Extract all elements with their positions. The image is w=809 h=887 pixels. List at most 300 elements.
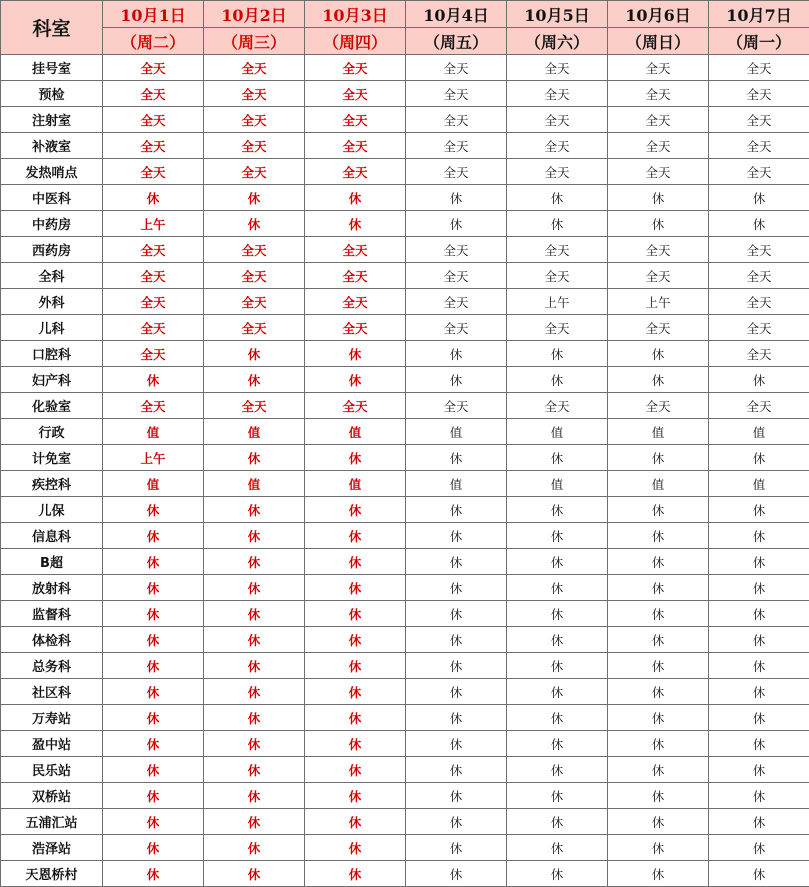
schedule-cell: 休 — [204, 341, 305, 367]
schedule-cell: 休 — [507, 185, 608, 211]
schedule-cell: 休 — [103, 835, 204, 861]
dept-name-cell: 儿保 — [1, 497, 103, 523]
schedule-cell: 休 — [608, 575, 709, 601]
schedule-cell: 休 — [204, 185, 305, 211]
schedule-cell: 休 — [103, 783, 204, 809]
schedule-cell: 休 — [103, 653, 204, 679]
schedule-cell: 休 — [204, 705, 305, 731]
schedule-cell: 值 — [608, 471, 709, 497]
table-row — [1, 315, 809, 341]
schedule-cell: 值 — [305, 471, 406, 497]
day-date-header: 10月1日 — [103, 1, 204, 28]
schedule-cell: 休 — [507, 575, 608, 601]
table-row — [1, 809, 809, 835]
schedule-cell: 休 — [204, 757, 305, 783]
schedule-cell: 休 — [204, 445, 305, 471]
schedule-cell: 休 — [406, 497, 507, 523]
dept-column-header: 科室 — [1, 1, 103, 55]
schedule-cell: 休 — [406, 757, 507, 783]
schedule-cell: 休 — [608, 861, 709, 887]
dept-name-cell: 注射室 — [1, 107, 103, 133]
dept-name-cell: 妇产科 — [1, 367, 103, 393]
dept-name-cell: B超 — [1, 549, 103, 575]
schedule-cell: 休 — [406, 731, 507, 757]
dept-name-cell: 行政 — [1, 419, 103, 445]
schedule-cell: 全天 — [204, 159, 305, 185]
schedule-cell: 休 — [406, 367, 507, 393]
schedule-cell: 休 — [709, 211, 809, 237]
schedule-cell: 全天 — [204, 107, 305, 133]
schedule-cell: 休 — [305, 341, 406, 367]
schedule-cell: 休 — [507, 523, 608, 549]
schedule-cell: 全天 — [305, 55, 406, 81]
schedule-cell: 休 — [305, 653, 406, 679]
schedule-cell: 全天 — [103, 289, 204, 315]
day-date-header: 10月4日 — [406, 1, 507, 28]
dept-name-cell: 西药房 — [1, 237, 103, 263]
day-date-header: 10月7日 — [709, 1, 809, 28]
table-row — [1, 497, 809, 523]
schedule-cell: 休 — [103, 185, 204, 211]
schedule-cell: 休 — [507, 445, 608, 471]
schedule-cell: 全天 — [608, 133, 709, 159]
table-row — [1, 783, 809, 809]
schedule-cell: 全天 — [608, 237, 709, 263]
schedule-cell: 休 — [507, 367, 608, 393]
schedule-cell: 全天 — [305, 107, 406, 133]
schedule-cell: 全天 — [103, 341, 204, 367]
schedule-cell: 全天 — [709, 55, 809, 81]
schedule-cell: 值 — [507, 419, 608, 445]
schedule-cell: 休 — [103, 367, 204, 393]
dept-name-cell: 中药房 — [1, 211, 103, 237]
schedule-cell: 值 — [103, 419, 204, 445]
dept-name-cell: 双桥站 — [1, 783, 103, 809]
table-row — [1, 237, 809, 263]
day-date-header: 10月3日 — [305, 1, 406, 28]
schedule-cell: 休 — [204, 367, 305, 393]
table-row — [1, 159, 809, 185]
schedule-cell: 全天 — [103, 107, 204, 133]
schedule-cell: 休 — [507, 861, 608, 887]
schedule-cell: 全天 — [204, 237, 305, 263]
day-weekday-header: （周二） — [103, 28, 204, 55]
schedule-cell: 全天 — [204, 263, 305, 289]
dept-name-cell: 口腔科 — [1, 341, 103, 367]
table-row — [1, 393, 809, 419]
schedule-cell: 全天 — [406, 289, 507, 315]
table-row — [1, 341, 809, 367]
schedule-cell: 休 — [406, 523, 507, 549]
schedule-cell: 全天 — [608, 315, 709, 341]
day-weekday-header: （周三） — [204, 28, 305, 55]
schedule-cell: 休 — [406, 445, 507, 471]
schedule-cell: 全天 — [406, 237, 507, 263]
schedule-cell: 全天 — [406, 159, 507, 185]
day-date-header: 10月5日 — [507, 1, 608, 28]
dept-name-cell: 社区科 — [1, 679, 103, 705]
dept-name-cell: 中医科 — [1, 185, 103, 211]
schedule-cell: 全天 — [507, 81, 608, 107]
table-row — [1, 731, 809, 757]
schedule-cell: 全天 — [103, 81, 204, 107]
schedule-cell: 休 — [305, 211, 406, 237]
table-row — [1, 627, 809, 653]
schedule-cell: 全天 — [305, 315, 406, 341]
schedule-cell: 休 — [507, 705, 608, 731]
schedule-header — [1, 1, 809, 55]
schedule-cell: 全天 — [608, 159, 709, 185]
day-date-header: 10月6日 — [608, 1, 709, 28]
schedule-cell: 全天 — [709, 263, 809, 289]
schedule-cell: 休 — [507, 341, 608, 367]
schedule-cell: 全天 — [709, 341, 809, 367]
schedule-cell: 休 — [406, 783, 507, 809]
schedule-cell: 全天 — [709, 237, 809, 263]
schedule-cell: 休 — [608, 627, 709, 653]
schedule-cell: 休 — [305, 185, 406, 211]
schedule-cell: 休 — [608, 341, 709, 367]
schedule-cell: 全天 — [709, 289, 809, 315]
schedule-cell: 休 — [204, 783, 305, 809]
table-row — [1, 211, 809, 237]
schedule-cell: 休 — [103, 809, 204, 835]
dept-name-cell: 放射科 — [1, 575, 103, 601]
day-weekday-header: （周五） — [406, 28, 507, 55]
schedule-cell: 值 — [406, 471, 507, 497]
schedule-cell: 休 — [103, 861, 204, 887]
schedule-cell: 全天 — [204, 393, 305, 419]
schedule-cell: 休 — [103, 731, 204, 757]
schedule-cell: 休 — [103, 601, 204, 627]
table-row — [1, 289, 809, 315]
schedule-cell: 休 — [709, 809, 809, 835]
dept-name-cell: 计免室 — [1, 445, 103, 471]
schedule-cell: 全天 — [305, 159, 406, 185]
schedule-cell: 休 — [204, 861, 305, 887]
schedule-cell: 全天 — [305, 237, 406, 263]
schedule-cell: 全天 — [103, 393, 204, 419]
dept-name-cell: 天恩桥村 — [1, 861, 103, 887]
schedule-cell: 值 — [608, 419, 709, 445]
schedule-cell: 休 — [709, 679, 809, 705]
schedule-cell: 值 — [103, 471, 204, 497]
schedule-cell: 休 — [709, 653, 809, 679]
schedule-cell: 休 — [204, 575, 305, 601]
table-row — [1, 575, 809, 601]
schedule-cell: 全天 — [406, 55, 507, 81]
schedule-cell: 休 — [305, 757, 406, 783]
schedule-cell: 值 — [507, 471, 608, 497]
schedule-cell: 休 — [204, 627, 305, 653]
schedule-cell: 休 — [608, 783, 709, 809]
schedule-cell: 休 — [204, 679, 305, 705]
schedule-cell: 值 — [709, 419, 809, 445]
schedule-cell: 全天 — [103, 159, 204, 185]
day-date-header: 10月2日 — [204, 1, 305, 28]
schedule-cell: 休 — [608, 757, 709, 783]
dept-name-cell: 预检 — [1, 81, 103, 107]
dept-name-cell: 总务科 — [1, 653, 103, 679]
schedule-cell: 全天 — [204, 81, 305, 107]
schedule-cell: 休 — [608, 445, 709, 471]
schedule-cell: 休 — [507, 653, 608, 679]
schedule-cell: 休 — [507, 783, 608, 809]
schedule-cell: 休 — [406, 549, 507, 575]
schedule-cell: 全天 — [709, 81, 809, 107]
schedule-cell: 全天 — [709, 393, 809, 419]
schedule-cell: 全天 — [507, 315, 608, 341]
dept-name-cell: 外科 — [1, 289, 103, 315]
dept-name-cell: 万寿站 — [1, 705, 103, 731]
dept-name-cell: 盈中站 — [1, 731, 103, 757]
schedule-cell: 休 — [103, 497, 204, 523]
schedule-cell: 全天 — [608, 393, 709, 419]
schedule-cell: 休 — [406, 341, 507, 367]
dept-name-cell: 全科 — [1, 263, 103, 289]
schedule-cell: 休 — [204, 497, 305, 523]
schedule-cell: 全天 — [608, 55, 709, 81]
schedule-cell: 全天 — [305, 393, 406, 419]
schedule-cell: 上午 — [507, 289, 608, 315]
schedule-cell: 休 — [204, 835, 305, 861]
schedule-cell: 全天 — [507, 263, 608, 289]
schedule-cell: 休 — [608, 835, 709, 861]
schedule-cell: 休 — [507, 757, 608, 783]
schedule-cell: 值 — [305, 419, 406, 445]
schedule-cell: 休 — [406, 835, 507, 861]
schedule-cell: 休 — [507, 679, 608, 705]
schedule-cell: 休 — [608, 653, 709, 679]
schedule-cell: 休 — [709, 705, 809, 731]
schedule-cell: 休 — [507, 549, 608, 575]
schedule-cell: 休 — [406, 211, 507, 237]
table-row — [1, 523, 809, 549]
schedule-cell: 休 — [709, 185, 809, 211]
schedule-cell: 休 — [709, 575, 809, 601]
schedule-cell: 休 — [608, 809, 709, 835]
schedule-cell: 休 — [406, 627, 507, 653]
schedule-cell: 休 — [709, 549, 809, 575]
table-row — [1, 263, 809, 289]
schedule-cell: 休 — [406, 705, 507, 731]
schedule-cell: 全天 — [507, 133, 608, 159]
schedule-cell: 休 — [406, 575, 507, 601]
schedule-cell: 休 — [305, 861, 406, 887]
schedule-cell: 休 — [608, 601, 709, 627]
schedule-cell: 休 — [608, 185, 709, 211]
schedule-cell: 休 — [305, 367, 406, 393]
schedule-cell: 休 — [305, 705, 406, 731]
schedule-cell: 休 — [204, 601, 305, 627]
schedule-cell: 休 — [709, 757, 809, 783]
schedule-cell: 休 — [507, 497, 608, 523]
schedule-cell: 休 — [103, 679, 204, 705]
dept-name-cell: 民乐站 — [1, 757, 103, 783]
schedule-cell: 休 — [406, 679, 507, 705]
schedule-cell: 休 — [305, 627, 406, 653]
schedule-cell: 休 — [103, 549, 204, 575]
dept-name-cell: 体检科 — [1, 627, 103, 653]
schedule-cell: 全天 — [204, 315, 305, 341]
schedule-cell: 全天 — [103, 55, 204, 81]
table-row — [1, 757, 809, 783]
schedule-cell: 休 — [305, 575, 406, 601]
table-row — [1, 107, 809, 133]
header-date-row — [1, 1, 809, 28]
day-weekday-header: （周六） — [507, 28, 608, 55]
schedule-cell: 休 — [507, 211, 608, 237]
schedule-cell: 休 — [709, 601, 809, 627]
table-row — [1, 133, 809, 159]
header-weekday-row — [1, 28, 809, 55]
table-row — [1, 835, 809, 861]
schedule-cell: 休 — [709, 497, 809, 523]
dept-name-cell: 挂号室 — [1, 55, 103, 81]
schedule-cell: 全天 — [103, 263, 204, 289]
table-row — [1, 705, 809, 731]
day-weekday-header: （周四） — [305, 28, 406, 55]
schedule-cell: 值 — [204, 471, 305, 497]
schedule-cell: 休 — [305, 783, 406, 809]
dept-name-cell: 浩泽站 — [1, 835, 103, 861]
schedule-cell: 休 — [507, 731, 608, 757]
table-row — [1, 185, 809, 211]
schedule-cell: 休 — [305, 497, 406, 523]
schedule-cell: 休 — [709, 367, 809, 393]
schedule-cell: 休 — [204, 731, 305, 757]
schedule-cell: 全天 — [103, 315, 204, 341]
schedule-cell: 全天 — [608, 263, 709, 289]
schedule-cell: 休 — [507, 809, 608, 835]
schedule-cell: 休 — [608, 549, 709, 575]
day-weekday-header: （周一） — [709, 28, 809, 55]
table-row — [1, 419, 809, 445]
schedule-cell: 休 — [305, 549, 406, 575]
schedule-cell: 全天 — [406, 133, 507, 159]
schedule-cell: 全天 — [507, 107, 608, 133]
schedule-cell: 休 — [709, 783, 809, 809]
table-row — [1, 679, 809, 705]
schedule-cell: 休 — [507, 627, 608, 653]
schedule-cell: 休 — [608, 367, 709, 393]
schedule-cell: 全天 — [709, 107, 809, 133]
schedule-cell: 休 — [305, 809, 406, 835]
schedule-cell: 全天 — [709, 315, 809, 341]
schedule-cell: 休 — [305, 601, 406, 627]
dept-name-cell: 五浦汇站 — [1, 809, 103, 835]
schedule-cell: 全天 — [204, 133, 305, 159]
schedule-cell: 全天 — [507, 159, 608, 185]
dept-name-cell: 信息科 — [1, 523, 103, 549]
dept-name-cell: 发热哨点 — [1, 159, 103, 185]
schedule-cell: 全天 — [103, 237, 204, 263]
schedule-cell: 全天 — [305, 81, 406, 107]
table-row — [1, 55, 809, 81]
schedule-cell: 休 — [406, 653, 507, 679]
schedule-cell: 全天 — [204, 55, 305, 81]
schedule-cell: 休 — [709, 835, 809, 861]
schedule-cell: 休 — [608, 679, 709, 705]
schedule-cell: 全天 — [608, 107, 709, 133]
schedule-cell: 休 — [406, 861, 507, 887]
schedule-cell: 全天 — [709, 133, 809, 159]
schedule-cell: 全天 — [103, 133, 204, 159]
schedule-cell: 全天 — [507, 55, 608, 81]
schedule-cell: 休 — [305, 523, 406, 549]
schedule-cell: 全天 — [709, 159, 809, 185]
schedule-cell: 全天 — [608, 81, 709, 107]
schedule-cell: 休 — [305, 835, 406, 861]
schedule-cell: 上午 — [608, 289, 709, 315]
schedule-body — [1, 55, 809, 887]
schedule-cell: 休 — [103, 757, 204, 783]
schedule-cell: 休 — [608, 705, 709, 731]
schedule-cell: 全天 — [406, 107, 507, 133]
schedule-cell: 休 — [608, 523, 709, 549]
dept-name-cell: 监督科 — [1, 601, 103, 627]
schedule-cell: 休 — [204, 549, 305, 575]
schedule-cell: 休 — [709, 861, 809, 887]
schedule-cell: 全天 — [507, 393, 608, 419]
schedule-cell: 休 — [507, 601, 608, 627]
schedule-cell: 全天 — [305, 289, 406, 315]
table-row — [1, 601, 809, 627]
dept-name-cell: 疾控科 — [1, 471, 103, 497]
schedule-cell: 全天 — [204, 289, 305, 315]
schedule-cell: 休 — [204, 211, 305, 237]
schedule-cell: 休 — [709, 445, 809, 471]
schedule-cell: 全天 — [406, 315, 507, 341]
dept-name-cell: 化验室 — [1, 393, 103, 419]
schedule-cell: 上午 — [103, 211, 204, 237]
dept-name-cell: 补液室 — [1, 133, 103, 159]
dept-name-cell: 儿科 — [1, 315, 103, 341]
schedule-cell: 休 — [507, 835, 608, 861]
table-row — [1, 471, 809, 497]
schedule-cell: 全天 — [406, 263, 507, 289]
schedule-cell: 休 — [204, 523, 305, 549]
schedule-cell: 全天 — [305, 133, 406, 159]
table-row — [1, 445, 809, 471]
schedule-cell: 休 — [608, 731, 709, 757]
schedule-cell: 上午 — [103, 445, 204, 471]
schedule-cell: 休 — [406, 809, 507, 835]
schedule-cell: 休 — [709, 627, 809, 653]
table-row — [1, 861, 809, 887]
schedule-cell: 值 — [709, 471, 809, 497]
schedule-cell: 休 — [103, 705, 204, 731]
table-row — [1, 653, 809, 679]
schedule-cell: 全天 — [406, 81, 507, 107]
schedule-cell: 休 — [709, 523, 809, 549]
schedule-cell: 休 — [204, 809, 305, 835]
schedule-cell: 休 — [406, 185, 507, 211]
day-weekday-header: （周日） — [608, 28, 709, 55]
schedule-cell: 全天 — [406, 393, 507, 419]
schedule-cell: 全天 — [507, 237, 608, 263]
schedule-cell: 休 — [103, 523, 204, 549]
schedule-cell: 休 — [103, 627, 204, 653]
schedule-cell: 休 — [608, 497, 709, 523]
schedule-cell: 休 — [103, 575, 204, 601]
schedule-cell: 全天 — [305, 263, 406, 289]
table-row — [1, 549, 809, 575]
schedule-cell: 休 — [305, 731, 406, 757]
schedule-cell: 休 — [608, 211, 709, 237]
table-row — [1, 367, 809, 393]
schedule-cell: 休 — [204, 653, 305, 679]
